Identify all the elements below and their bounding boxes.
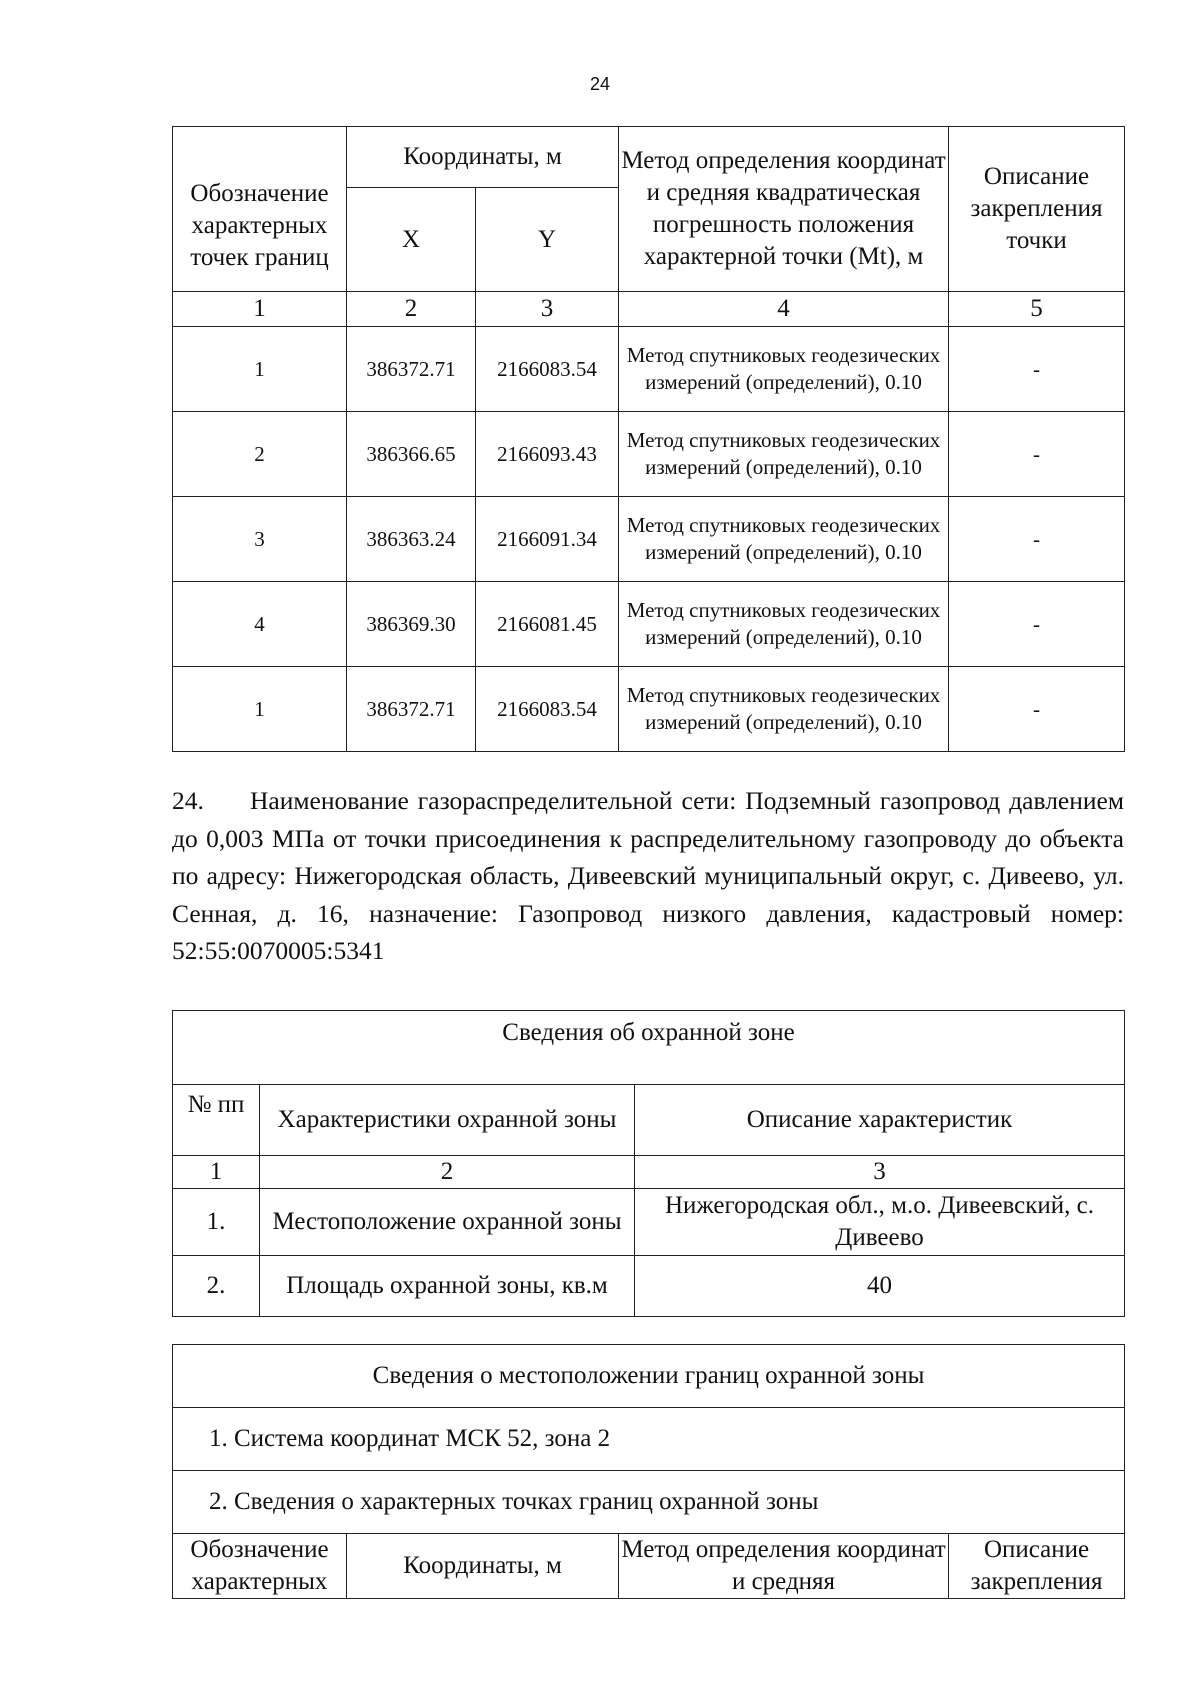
zone-boundary-table [172,1344,1125,1599]
table-row [173,497,1125,582]
header-y: Y [476,188,619,292]
header-coordinates: Координаты, м [347,127,619,188]
header-characteristics: Характеристики охранной зоны [260,1085,635,1156]
header-designation: Обозначение характерных точек границ [173,127,347,292]
table-row [173,412,1125,497]
characteristic-value: 40 [635,1256,1125,1317]
method: Метод спутниковых геодезических измерений (определений), 0.10 [619,327,949,412]
description: - [949,497,1125,582]
coord-y: 2166083.54 [476,667,619,752]
coord-x: 386363.24 [347,497,476,582]
method: Метод спутниковых геодезических измерений (определений), 0.10 [619,667,949,752]
table-row [173,582,1125,667]
point-id: 1 [173,667,347,752]
column-number: 2 [260,1156,635,1189]
column-number: 1 [173,1156,260,1189]
point-id: 1 [173,327,347,412]
header-num: № пп [173,1085,260,1156]
table-title: Сведения о местоположении границ охранной зоны [173,1345,1125,1408]
header-x: X [347,188,476,292]
point-id: 3 [173,497,347,582]
description: - [949,327,1125,412]
protection-zone-table [172,1010,1125,1317]
coord-x: 386366.65 [347,412,476,497]
row-number: 1. [173,1189,260,1256]
method: Метод спутниковых геодезических измерений (определений), 0.10 [619,497,949,582]
column-number: 3 [476,292,619,327]
coord-x: 386372.71 [347,667,476,752]
header-method: Метод определения координат и средняя квадратическая погрешность положения характерной точки (Mt), м [619,127,949,292]
description: - [949,667,1125,752]
header-description: Описание закрепления [949,1534,1125,1599]
point-id: 2 [173,412,347,497]
description: - [949,582,1125,667]
coord-x: 386369.30 [347,582,476,667]
coord-y: 2166093.43 [476,412,619,497]
column-number: 1 [173,292,347,327]
method: Метод спутниковых геодезических измерений (определений), 0.10 [619,412,949,497]
characteristic-value: Нижегородская обл., м.о. Дивеевский, с. Дивеево [635,1189,1125,1256]
row-number: 2. [173,1256,260,1317]
section-number: 24. [172,786,204,815]
table-title: Сведения об охранной зоне [173,1011,1125,1085]
header-description: Описание характеристик [635,1085,1125,1156]
header-coordinates: Координаты, м [347,1534,619,1599]
table-row [173,1189,1125,1256]
point-id: 4 [173,582,347,667]
method: Метод спутниковых геодезических измерений (определений), 0.10 [619,582,949,667]
table-row [173,667,1125,752]
section-paragraph [172,782,1124,970]
coord-y: 2166091.34 [476,497,619,582]
header-method: Метод определения координат и средняя [619,1534,949,1599]
coord-x: 386372.71 [347,327,476,412]
page-number: 24 [589,74,611,94]
table-row [173,327,1125,412]
characteristic: Местоположение охранной зоны [260,1189,635,1256]
description: - [949,412,1125,497]
coord-y: 2166081.45 [476,582,619,667]
boundary-points-table [172,126,1125,752]
characteristic: Площадь охранной зоны, кв.м [260,1256,635,1317]
column-number: 4 [619,292,949,327]
column-number: 3 [635,1156,1125,1189]
header-designation: Обозначение характерных [173,1534,347,1599]
points-caption: 2. Сведения о характерных точках границ охранной зоны [173,1471,1125,1534]
section-text: Наименование газораспределительной сети: Подземный газопровод давлением до 0,003 МПа от точки присоединения к распределительному газопроводу до объекта по адресу: Нижегородская область, Дивеевский муниципальный округ, с. Дивеево, ул. Сенная, д. 16, назначение: Газопровод низкого давления, кадастровый номер: 52:55:0070005:5341 [172,786,1124,965]
table-row [173,1256,1125,1317]
coordinate-system: 1. Система координат МСК 52, зона 2 [173,1408,1125,1471]
column-number: 5 [949,292,1125,327]
header-description: Описание закрепления точки [949,127,1125,292]
column-number: 2 [347,292,476,327]
coord-y: 2166083.54 [476,327,619,412]
